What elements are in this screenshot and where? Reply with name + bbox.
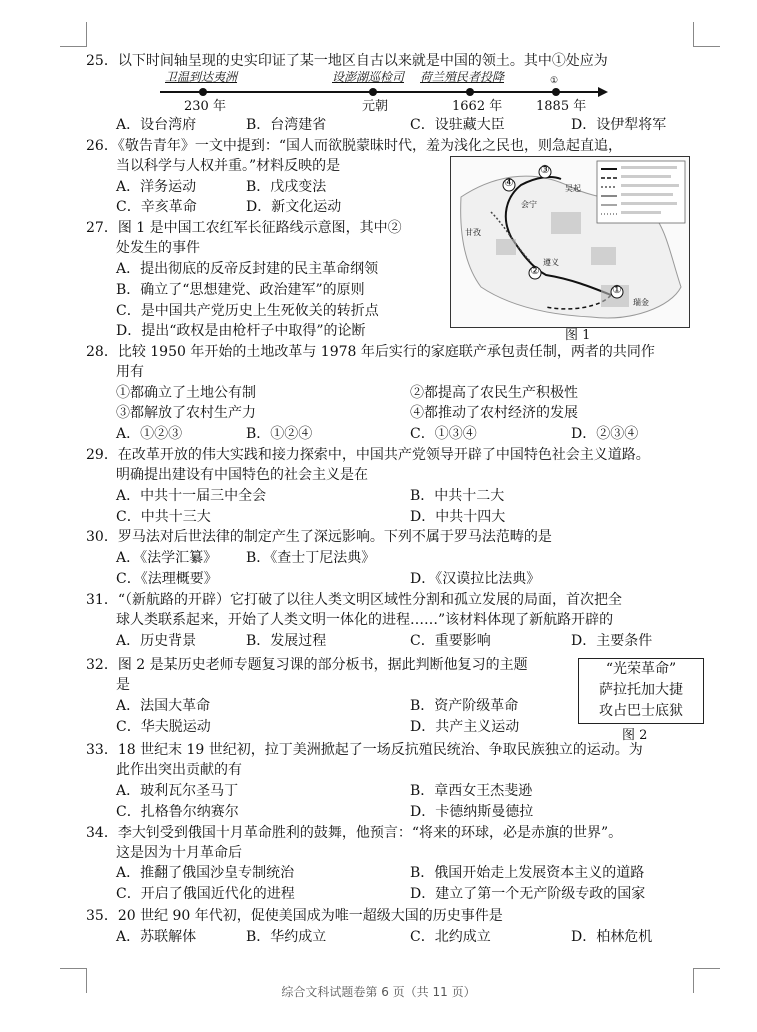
- q33-stem: 33．18 世纪末 19 世纪初，拉丁美洲掀起了一场反抗殖民统治、争取民族独立的运动。为: [86, 742, 643, 758]
- q28-option-d: D．②③④: [571, 426, 639, 442]
- board-line-3: 攻占巴士底狱: [599, 703, 683, 719]
- q34-option-d: D．建立了第一个无产阶级专政的国家: [410, 886, 646, 902]
- q28-statement-1: ①都确立了土地公有制: [116, 385, 256, 401]
- q33-stem-2: 此作出突出贡献的有: [116, 762, 242, 778]
- q25-event-4: ①: [550, 76, 559, 86]
- q25-event-1: 卫温到达夷洲: [165, 70, 238, 84]
- crop-mark-tr: [693, 22, 720, 47]
- q34-option-b: B．俄国开始走上发展资本主义的道路: [410, 865, 645, 881]
- q28-option-a: A．①②③: [116, 426, 183, 442]
- q28-option-b: B．①②④: [246, 426, 313, 442]
- q27-option-c: C．是中国共产党历史上生死攸关的转折点: [116, 303, 379, 319]
- map-place-wuqi: 吴起: [565, 184, 581, 193]
- timeline-dot: [466, 88, 474, 96]
- q26-stem-2: 当以科学与人权并重。”材料反映的是: [116, 158, 341, 174]
- q35-stem: 35．20 世纪 90 年代初，促使美国成为唯一超级大国的历史事件是: [86, 908, 503, 924]
- q25-year-2: 元朝: [362, 99, 389, 114]
- q26-option-a: A．洋务运动: [116, 179, 197, 195]
- q30-stem: 30．罗马法对后世法律的制定产生了深远影响。下列不属于罗马法范畴的是: [86, 529, 552, 545]
- q35-option-c: C．北约成立: [410, 929, 491, 945]
- q28-stem: 28．比较 1950 年开始的土地改革与 1978 年后实行的家庭联产承包责任制，两者的共同作: [86, 344, 655, 360]
- timeline-dot: [199, 88, 207, 96]
- q29-stem: 29．在改革开放的伟大实践和接力探索中，中国共产党领导开辟了中国特色社会主义道路。: [86, 447, 650, 463]
- q32-option-a: A．法国大革命: [116, 698, 211, 714]
- q29-stem-2: 明确提出建设有中国特色的社会主义是在: [116, 467, 368, 483]
- q27-option-a: A．提出彻底的反帝反封建的民主革命纲领: [116, 261, 379, 277]
- q31-option-a: A．历史背景: [116, 633, 197, 649]
- q35-option-a: A．苏联解体: [116, 929, 197, 945]
- q31-option-b: B．发展过程: [246, 633, 327, 649]
- q25-stem: 25．以下时间轴呈现的史实印证了某一地区自古以来就是中国的领土。其中①处应为: [86, 53, 608, 69]
- q25-year-3: 1662 年: [452, 99, 503, 114]
- q28-statement-4: ④都推动了农村经济的发展: [410, 405, 578, 421]
- q27-option-d: D．提出“政权是由枪杆子中取得”的论断: [116, 323, 366, 339]
- map-marker-2: ②: [530, 264, 540, 277]
- q28-statement-3: ③都解放了农村生产力: [116, 405, 256, 421]
- q31-stem-2: 球人类联系起来，开始了人类文明一体化的进程……”该材料体现了新航路开辟的: [116, 612, 614, 628]
- q25-option-b: B．台湾建省: [246, 117, 327, 133]
- q30-option-c: C．《法理概要》: [116, 571, 218, 587]
- q29-option-a: A．中共十一届三中全会: [116, 488, 267, 504]
- q34-option-a: A．推翻了俄国沙皇专制统治: [116, 865, 295, 881]
- board-line-2: 萨拉托加大捷: [599, 682, 683, 698]
- map-place-ruijin: 瑞金: [633, 298, 649, 307]
- q35-option-b: B．华约成立: [246, 929, 327, 945]
- q30-option-d: D．《汉谟拉比法典》: [410, 571, 541, 587]
- map-marker-1: ①: [612, 283, 622, 296]
- q34-option-c: C．开启了俄国近代化的进程: [116, 886, 295, 902]
- q26-option-d: D．新文化运动: [246, 199, 342, 215]
- q25-year-1: 230 年: [184, 99, 226, 114]
- q29-option-c: C．中共十三大: [116, 509, 211, 525]
- q26-option-b: B．戊戌变法: [246, 179, 327, 195]
- q35-option-d: D．柏林危机: [571, 929, 653, 945]
- q26-stem: 26．《敬告青年》一文中提到：“国人而欲脱蒙昧时代，羞为浅化之民也，则急起直追，: [86, 138, 622, 154]
- q30-option-b: B．《查士丁尼法典》: [246, 550, 376, 566]
- q29-option-b: B．中共十二大: [410, 488, 505, 504]
- q28-option-c: C．①③④: [410, 426, 477, 442]
- q34-stem: 34．李大钊受到俄国十月革命胜利的鼓舞，他预言：“将来的环球，必是赤旗的世界”。: [86, 825, 623, 841]
- q27-stem: 27．图 1 是中国工农红军长征路线示意图，其中②: [86, 220, 402, 236]
- crop-mark-tl: [60, 22, 87, 47]
- q32-stem: 32．图 2 是某历史老师专题复习课的部分板书，据此判断他复习的主题: [86, 657, 528, 673]
- q34-stem-2: 这是因为十月革命后: [116, 845, 242, 861]
- q32-stem-2: 是: [116, 677, 130, 693]
- q27-stem-2: 处发生的事件: [116, 240, 200, 256]
- q25-event-3: 荷兰殖民者投降: [420, 70, 505, 84]
- map-marker-4: ④: [504, 176, 514, 189]
- q32-option-c: C．华夫脱运动: [116, 719, 211, 735]
- q33-option-b: B．章西女王杰斐逊: [410, 783, 533, 799]
- timeline-arrow: [598, 87, 608, 97]
- q29-option-d: D．中共十四大: [410, 509, 506, 525]
- q25-year-4: 1885 年: [536, 99, 587, 114]
- q33-option-a: A．玻利瓦尔圣马丁: [116, 783, 239, 799]
- timeline-dot: [369, 88, 377, 96]
- q27-option-b: B．确立了“思想建党、政治建军”的原则: [116, 282, 365, 298]
- map-place-zunyi: 遵义: [543, 258, 559, 267]
- q25-option-d: D．设伊犁将军: [571, 117, 667, 133]
- figure-2-caption: 图 2: [622, 728, 648, 743]
- q25-event-2: 设澎湖巡检司: [332, 70, 405, 84]
- q32-option-b: B．资产阶级革命: [410, 698, 519, 714]
- q31-option-d: D．主要条件: [571, 633, 653, 649]
- q33-option-c: C．扎格鲁尔纳赛尔: [116, 804, 239, 820]
- q33-option-d: D．卡德纳斯曼德拉: [410, 804, 534, 820]
- figure-1-caption: 图 1: [565, 328, 591, 343]
- q26-option-c: C．辛亥革命: [116, 199, 197, 215]
- q28-stem-2: 用有: [116, 364, 144, 380]
- map-place-ganzi: 甘孜: [465, 228, 481, 237]
- page-footer: 综合文科试题卷第 6 页（共 11 页）: [281, 985, 476, 999]
- map-place-huining: 会宁: [521, 200, 537, 209]
- q25-option-c: C．设驻藏大臣: [410, 117, 505, 133]
- q31-option-c: C．重要影响: [410, 633, 491, 649]
- board-line-1: “光荣革命”: [605, 661, 677, 677]
- map-marker-3: ③: [540, 163, 550, 176]
- q31-stem: 31．“（新航路的开辟）它打破了以往人类文明区域性分割和孤立发展的局面，首次把全: [86, 592, 622, 608]
- long-march-map: [450, 156, 690, 328]
- q28-statement-2: ②都提高了农民生产积极性: [410, 385, 578, 401]
- figure-2-board: [578, 658, 704, 724]
- q25-option-a: A．设台湾府: [116, 117, 197, 133]
- q30-option-a: A．《法学汇纂》: [116, 550, 218, 566]
- q32-option-d: D．共产主义运动: [410, 719, 520, 735]
